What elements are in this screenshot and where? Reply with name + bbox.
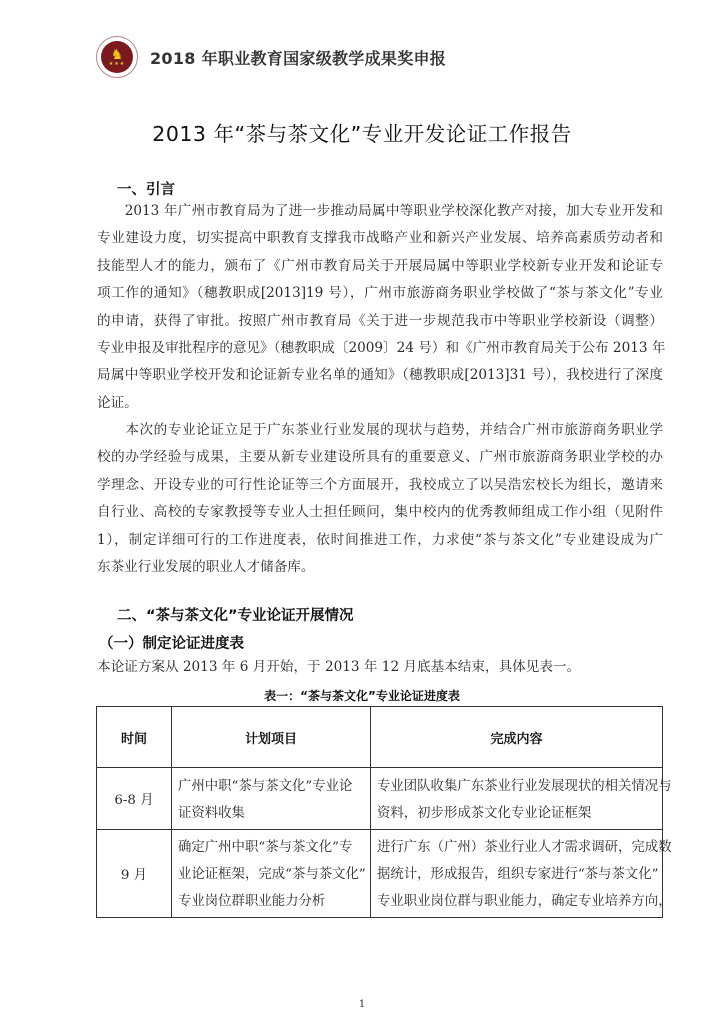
text-line: 自行业、高校的专家教授等专业人士担任顾问，集中校内的优秀教师组成工作小组（见附件 [97,504,663,521]
text-line: 项工作的通知》（穗教职成[2013]19 号），广州市旅游商务职业学校做了“茶与茶文化”专业 [97,285,663,302]
cell-time: 9 月 [97,830,172,918]
cell-text-line: 专业团队收集广东茶业行业发展现状的相关情况与 [377,778,672,794]
cell-text-line: 确定广州中职“茶与茶文化”专 [178,840,353,855]
text-line: 专业申报及审批程序的意见》（穗教职成〔2009〕24 号）和《广州市教育局关于公布 2013 年 [97,339,666,356]
cell-plan [172,768,371,830]
cell-text-line: 进行广东（广州）茶业行业人才需求调研，完成数 [377,840,672,855]
schedule-intro [97,654,663,681]
text-line: 专业建设力度，切实提高中职教育支撑我市战略产业和新兴产业发展、培养高素质劳动者和 [97,230,663,247]
text-line: 东茶业行业发展的职业人才储备库。 [97,558,315,575]
text-line: 技能型人才的能力，颁布了《广州市教育局关于开展局属中等职业学校新专业开发和论证专 [97,257,663,274]
cell-result [371,768,672,830]
intro-paragraph-1 [97,198,666,417]
text-line: 校的办学经验与成果，主要从新专业建设所具有的重要意义、广州市旅游商务职业学校的办 [97,449,663,466]
table-row [97,768,663,830]
cell-text-line: 广州中职“茶与茶文化”专业论 [178,778,353,794]
table-header-row [97,707,663,768]
column-header-result: 完成内容 [371,707,663,768]
document-title: 2013 年“茶与茶文化”专业开发论证工作报告 [152,122,572,146]
text-line: 2013 年广州市教育局为了进一步推动局属中等职业学校深化教产对接，加大专业开发和 [97,203,663,219]
section-heading-progress: 二、“茶与茶文化”专业论证开展情况 [117,608,354,624]
header-text: 2018 年职业教育国家级教学成果奖申报 [150,48,447,68]
column-header-plan: 计划项目 [172,707,371,768]
intro-paragraph-2 [97,417,663,581]
text-line: 论证。 [97,394,138,411]
column-header-time: 时间 [97,707,172,768]
cell-text-line: 业论证框架，完成“茶与茶文化” [178,867,366,882]
cell-text-line: 据统计，形成报告，组织专家进行“茶与茶文化” [377,867,659,882]
emblem-inner [101,41,133,73]
cell-result [371,830,672,918]
cell-time: 6-8 月 [97,768,172,830]
text-line: 的申请，获得了审批。按照广州市教育局《关于进一步规范我市中等职业学校新设（调整） [97,312,663,329]
cell-plan [172,830,371,918]
text-line: 局属中等职业学校开发和论证新专业名单的通知》（穗教职成[2013]31 号），我校进行了深度 [97,367,663,384]
table-row [97,830,663,918]
text-line: 学理念、开设专业的可行性论证等三个方面展开，我校成立了以吴浩宏校长为组长，邀请来 [97,476,663,493]
school-emblem-logo [96,36,138,78]
text-line: 本论证方案从 2013 年 6 月开始，于 2013 年 12 月底基本结束，具体见表一。 [97,659,581,675]
report-header [96,36,446,78]
cell-text-line: 专业职业岗位群与职业能力，确定专业培养方向， [377,894,672,909]
emblem-stars-icon: ★★★ [108,61,126,67]
cell-text-line: 证资料收集 [178,805,245,821]
cell-text-line: 专业岗位群职业能力分析 [178,894,326,909]
schedule-table [96,706,672,918]
table-caption: 表一：“茶与茶文化”专业论证进度表 [264,689,460,703]
text-line: 本次的专业论证立足于广东茶业行业发展的现状与趋势，并结合广州市旅游商务职业学 [97,422,663,438]
section-heading-introduction: 一、引言 [117,182,175,198]
horse-icon: ♞ [110,47,124,63]
text-line: 1），制定详细可行的工作进度表，依时间推进工作，力求使“茶与茶文化”专业建设成为广 [97,531,663,548]
subsection-heading-schedule: （一）制定论证进度表 [99,636,244,652]
cell-text-line: 资料，初步形成茶文化专业论证框架 [377,805,592,821]
page-number: 1 [358,999,366,1010]
